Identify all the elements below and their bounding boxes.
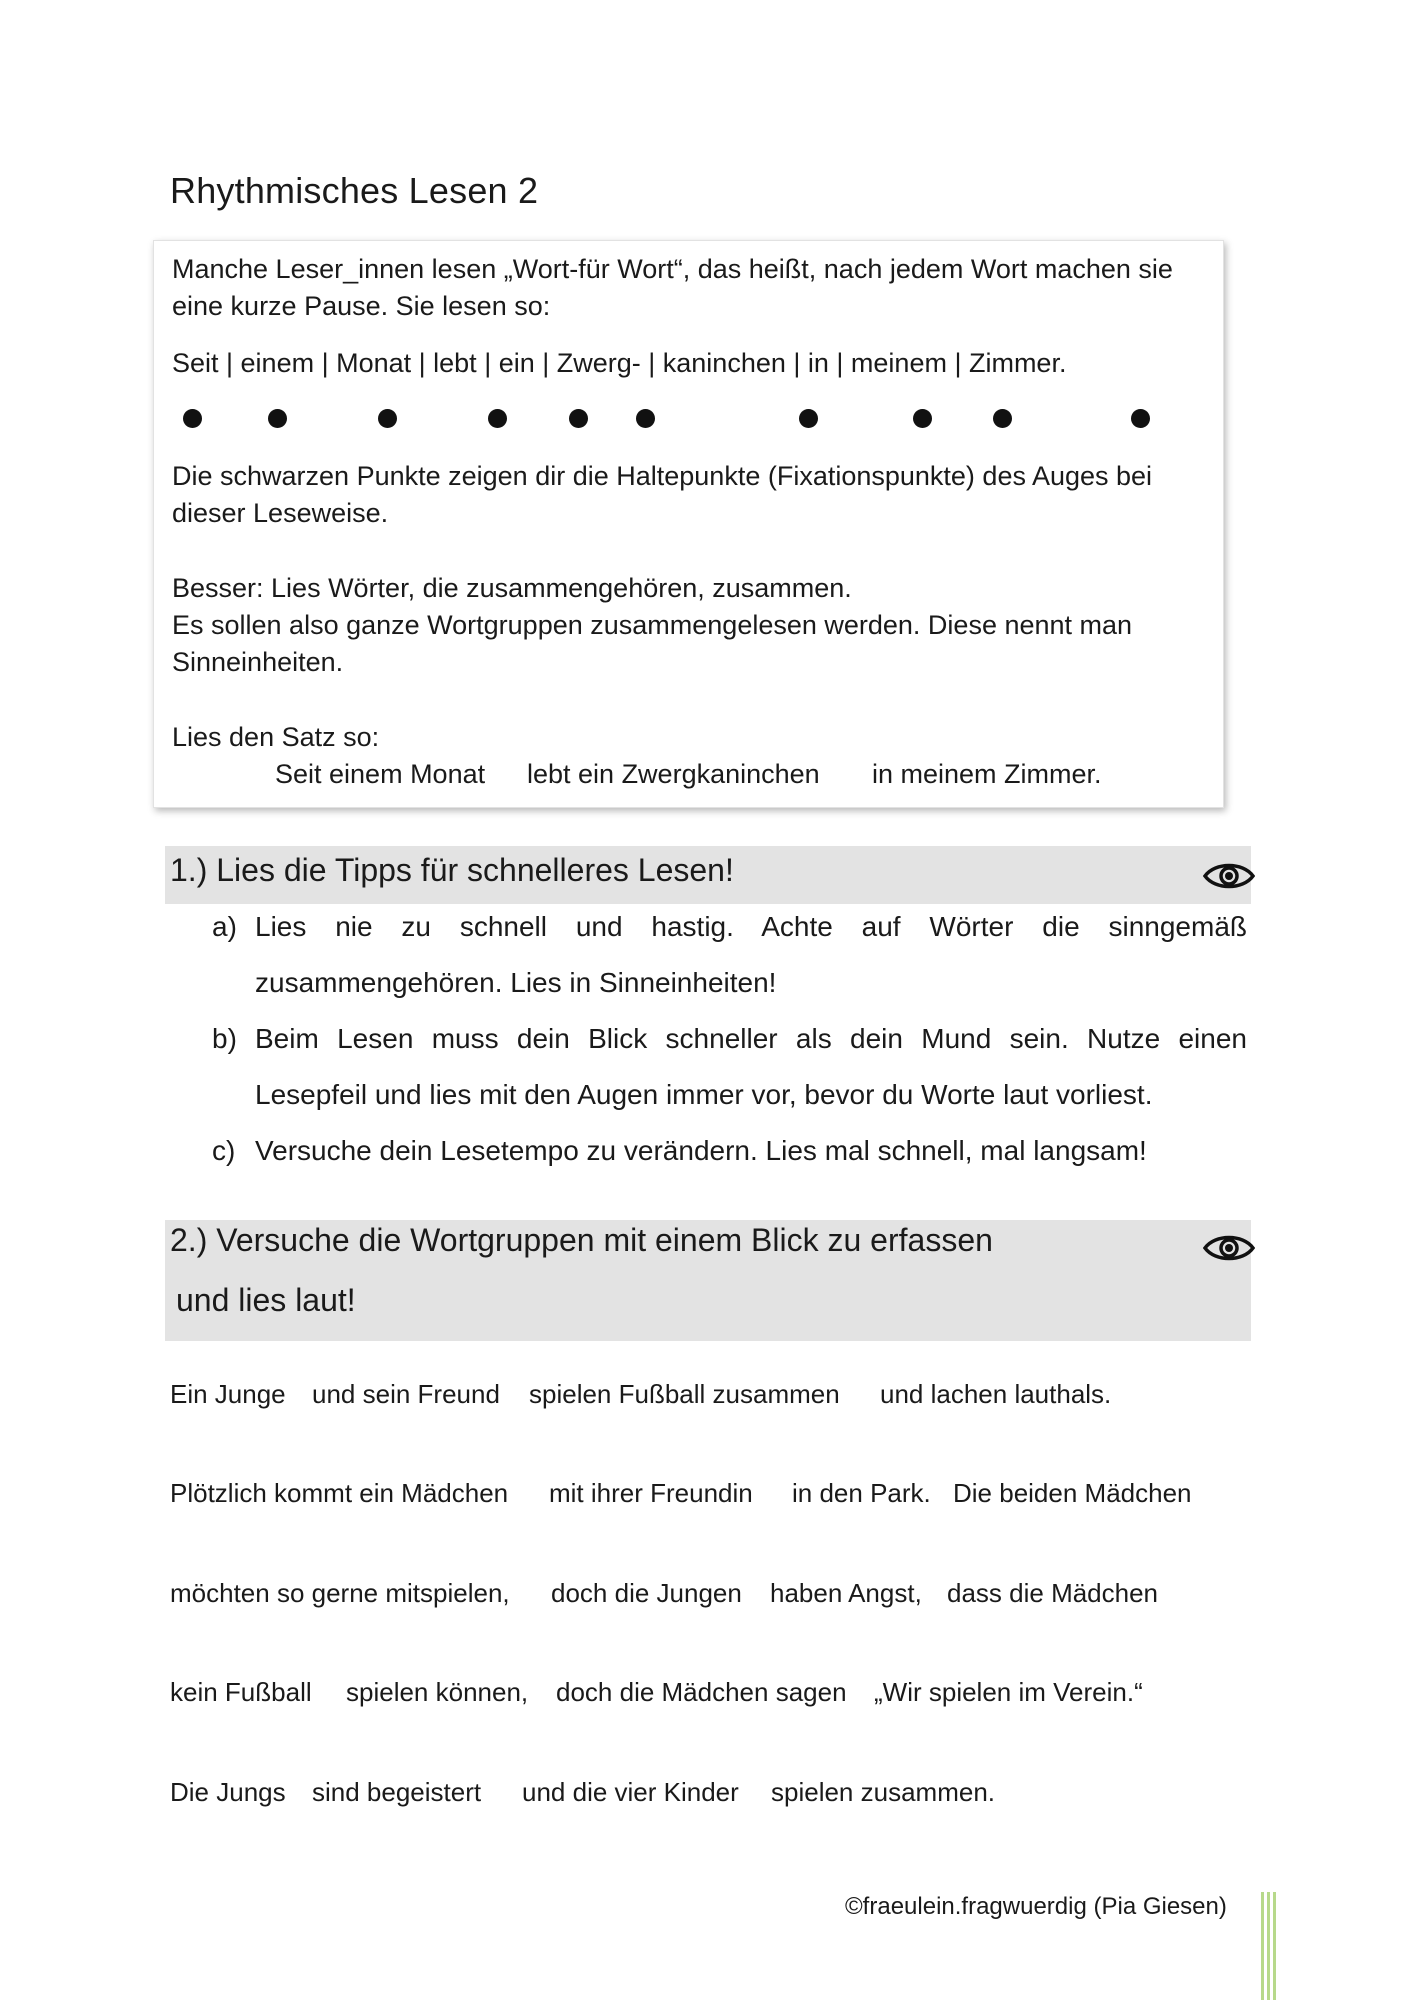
fixation-dot — [569, 409, 588, 428]
word-group: doch die Jungen — [551, 1578, 742, 1608]
task1-header — [165, 846, 1251, 904]
word-group: und lachen lauthals. — [880, 1379, 1112, 1409]
word-group: Plötzlich kommt ein Mädchen — [170, 1478, 509, 1508]
word-group: sind begeistert — [312, 1777, 482, 1807]
word-group: Die beiden Mädchen — [953, 1478, 1192, 1508]
green-rule — [1267, 1892, 1270, 2000]
word-group: spielen können, — [346, 1677, 529, 1707]
word-group: „Wir spielen im Verein.“ — [874, 1677, 1143, 1707]
better-line-3: Sinneinheiten. — [172, 647, 344, 677]
fixation-dot — [636, 409, 655, 428]
word-group: und die vier Kinder — [522, 1777, 739, 1807]
word-group: doch die Mädchen sagen — [556, 1677, 847, 1707]
page-title: Rhythmisches Lesen 2 — [170, 170, 539, 211]
fixation-dot — [488, 409, 507, 428]
word-group: Die Jungs — [170, 1777, 286, 1807]
tip-text: Lesepfeil und lies mit den Augen immer vor, bevor du Worte laut vorliest. — [255, 1079, 1153, 1110]
word-group: in den Park. — [792, 1478, 931, 1508]
task2-title-line-2: und lies laut! — [176, 1282, 356, 1318]
word-group: haben Angst, — [770, 1578, 922, 1608]
fixation-line-2: dieser Leseweise. — [172, 498, 389, 528]
word-group: und sein Freund — [312, 1379, 500, 1409]
word-group: kein Fußball — [170, 1677, 312, 1707]
tip-text: Versuche dein Lesetempo zu verändern. Lies mal schnell, mal langsam! — [255, 1135, 1147, 1166]
tip-text: zusammengehören. Lies in Sinneinheiten! — [255, 967, 777, 998]
fixation-dot — [1131, 409, 1150, 428]
eye-icon — [1203, 860, 1255, 892]
task2-header — [165, 1220, 1251, 1341]
fixation-dot — [799, 409, 818, 428]
word-by-word-sentence: Seit | einem | Monat | lebt | ein | Zwerg- | kaninchen | in | meinem | Zimmer. — [172, 348, 1067, 378]
word-group: mit ihrer Freundin — [549, 1478, 753, 1508]
word-group: möchten so gerne mitspielen, — [170, 1578, 510, 1608]
chunk: lebt ein Zwergkaninchen — [527, 759, 820, 789]
eye-icon — [1203, 1232, 1255, 1264]
better-line-1: Besser: Lies Wörter, die zusammengehören, zusammen. — [172, 573, 852, 603]
fixation-dot — [183, 409, 202, 428]
chunk: Seit einem Monat — [275, 759, 486, 789]
intro-line-2: eine kurze Pause. Sie lesen so: — [172, 291, 551, 321]
word-group: spielen Fußball zusammen — [529, 1379, 840, 1409]
word-group: dass die Mädchen — [947, 1578, 1159, 1608]
fixation-dot — [268, 409, 287, 428]
tip-text: Beim Lesen muss dein Blick schneller als dein Mund sein. Nutze einen — [255, 1023, 1247, 1054]
task1-title: 1.) Lies die Tipps für schnelleres Lesen! — [170, 852, 734, 888]
copyright-footer: ©fraeulein.fragwuerdig (Pia Giesen) — [845, 1893, 1227, 1920]
fixation-dot — [378, 409, 397, 428]
fixation-line-1: Die schwarzen Punkte zeigen dir die Haltepunkte (Fixationspunkte) des Auges bei — [172, 461, 1153, 491]
read-intro: Lies den Satz so: — [172, 722, 380, 752]
fixation-dot — [913, 409, 932, 428]
tip-letter: a) — [212, 911, 237, 942]
fixation-dot — [993, 409, 1012, 428]
task2-title-line-1: 2.) Versuche die Wortgruppen mit einem Blick zu erfassen — [170, 1222, 993, 1258]
word-group: Ein Junge — [170, 1379, 286, 1409]
tip-letter: c) — [212, 1135, 236, 1166]
word-group: spielen zusammen. — [771, 1777, 995, 1807]
chunk: in meinem Zimmer. — [872, 759, 1102, 789]
intro-line-1: Manche Leser_innen lesen „Wort-für Wort“, das heißt, nach jedem Wort machen sie — [172, 254, 1173, 284]
tip-text: Lies nie zu schnell und hastig. Achte auf Wörter die sinngemäß — [255, 911, 1247, 942]
better-line-2: Es sollen also ganze Wortgruppen zusammengelesen werden. Diese nennt man — [172, 610, 1133, 640]
tip-letter: b) — [212, 1023, 237, 1054]
green-rule — [1261, 1892, 1264, 2000]
info-box — [153, 240, 1224, 808]
green-rule — [1273, 1892, 1276, 2000]
